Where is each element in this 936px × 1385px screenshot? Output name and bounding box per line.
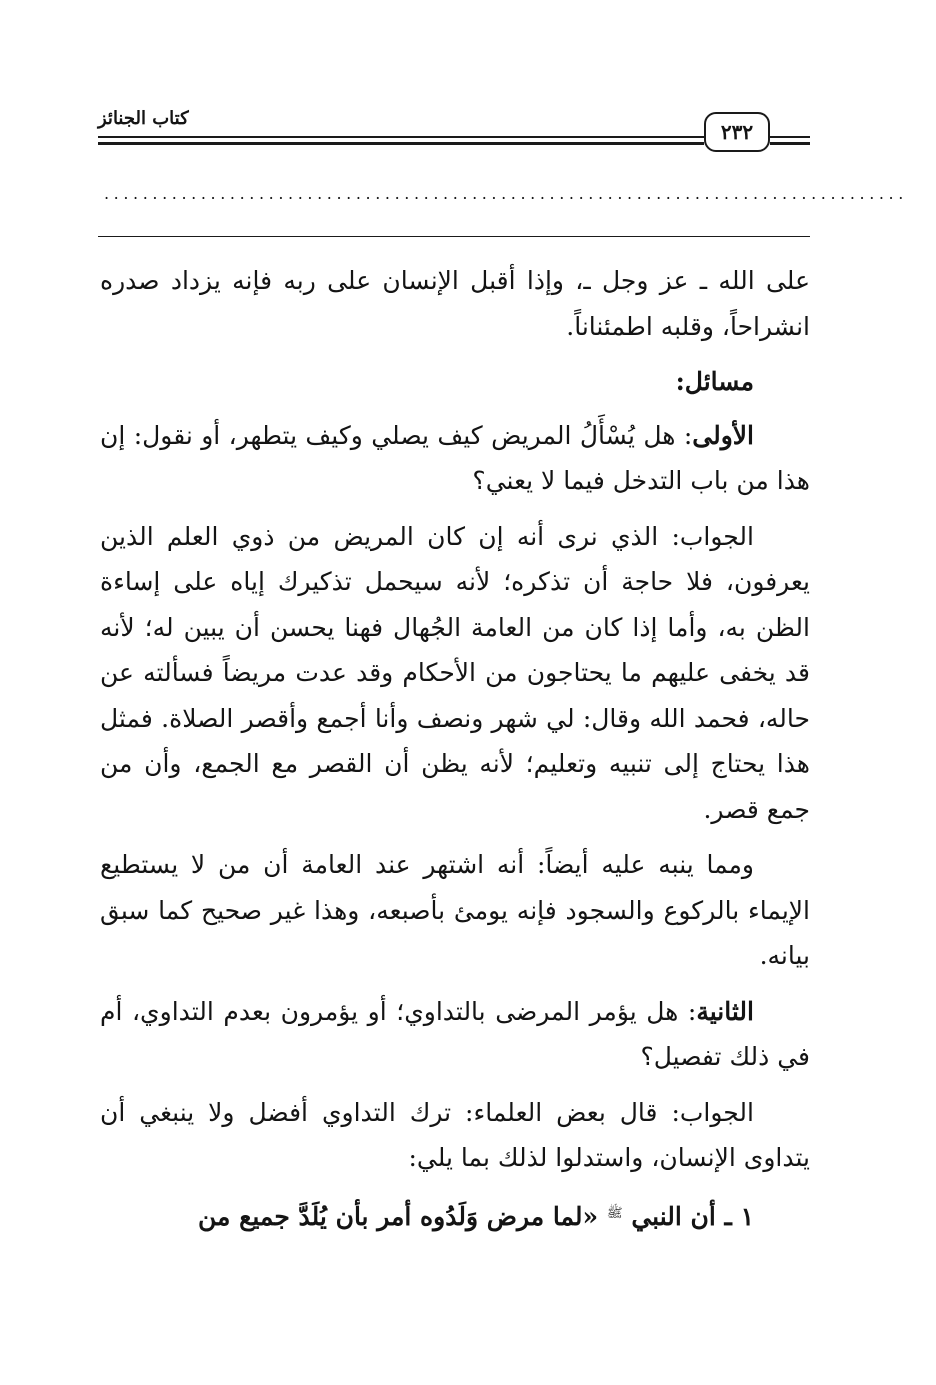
header-rule [770, 142, 810, 145]
dotted-line: ................................................................................... [104, 184, 908, 203]
header-rule [98, 142, 704, 145]
paragraph [100, 989, 810, 1080]
page-body [100, 258, 810, 1249]
question-label: الأولى [692, 420, 754, 450]
header-rule [770, 136, 810, 138]
quote-text: «لما مرض وَلَدُوه أمر بأن يُلَدَّ جميع من [197, 1201, 599, 1231]
question-text: : هل يؤمر المرضى بالتداوي؛ أو يؤمرون بعدم التداوي، أم في ذلك تفصيل؟ [100, 996, 810, 1071]
paragraph [100, 1191, 810, 1240]
paragraph: على الله ـ عز وجل ـ، وإذا أقبل الإنسان على ربه فإنه يزداد صدره انشراحاً، وقلبه اطمئناناً. [100, 266, 810, 341]
paragraph: ومما ينبه عليه أيضاً: أنه اشتهر عند العامة أن من لا يستطيع الإيماء بالركوع والسجود فإنه يومئ بأصبعه، وهذا غير صحيح كما سبق بيانه. [100, 850, 810, 970]
honorific-glyph: ﷺ [606, 1205, 623, 1221]
running-header [98, 108, 810, 156]
page-number: ٢٣٢ [704, 112, 770, 152]
question-label: الثانية [696, 996, 754, 1026]
question-text: : هل يُسْأَلُ المريض كيف يصلي وكيف يتطهر، أو نقول: إن هذا من باب التدخل فيما لا يعني؟ [100, 420, 810, 495]
paragraph: الجواب: قال بعض العلماء: ترك التداوي أفضل ولا ينبغي أن يتداوى الإنسان، واستدلوا لذلك بما يلي: [100, 1097, 810, 1172]
paragraph [100, 413, 810, 504]
header-rule [98, 136, 704, 138]
paragraph: الجواب: الذي نرى أنه إن كان المريض من ذوي العلم الذين يعرفون، فلا حاجة أن تذكره؛ لأنه سيحمل تذكيرك إياه على إساءة الظن به، وأما إذا كان من العامة الجُهال فهنا يحسن أن يبين له؛ لأنه قد يخفى عليهم ما يحتاجون من الأحكام وقد عدت مريضاً فسألته عن حاله، فحمد الله وقال: لي شهر ونصف وأنا أجمع وأقصر الصلاة. فمثل هذا يحتاج إلى تنبيه وتعليم؛ لأنه يظن أن القصر مع الجمع، وأن من جمع قصر. [100, 521, 811, 824]
section-heading: مسائل: [675, 367, 754, 396]
book-title: كتاب الجنائز [98, 108, 189, 129]
list-item-text: ١ ـ أن النبي [631, 1201, 754, 1231]
separator-line [98, 236, 810, 237]
